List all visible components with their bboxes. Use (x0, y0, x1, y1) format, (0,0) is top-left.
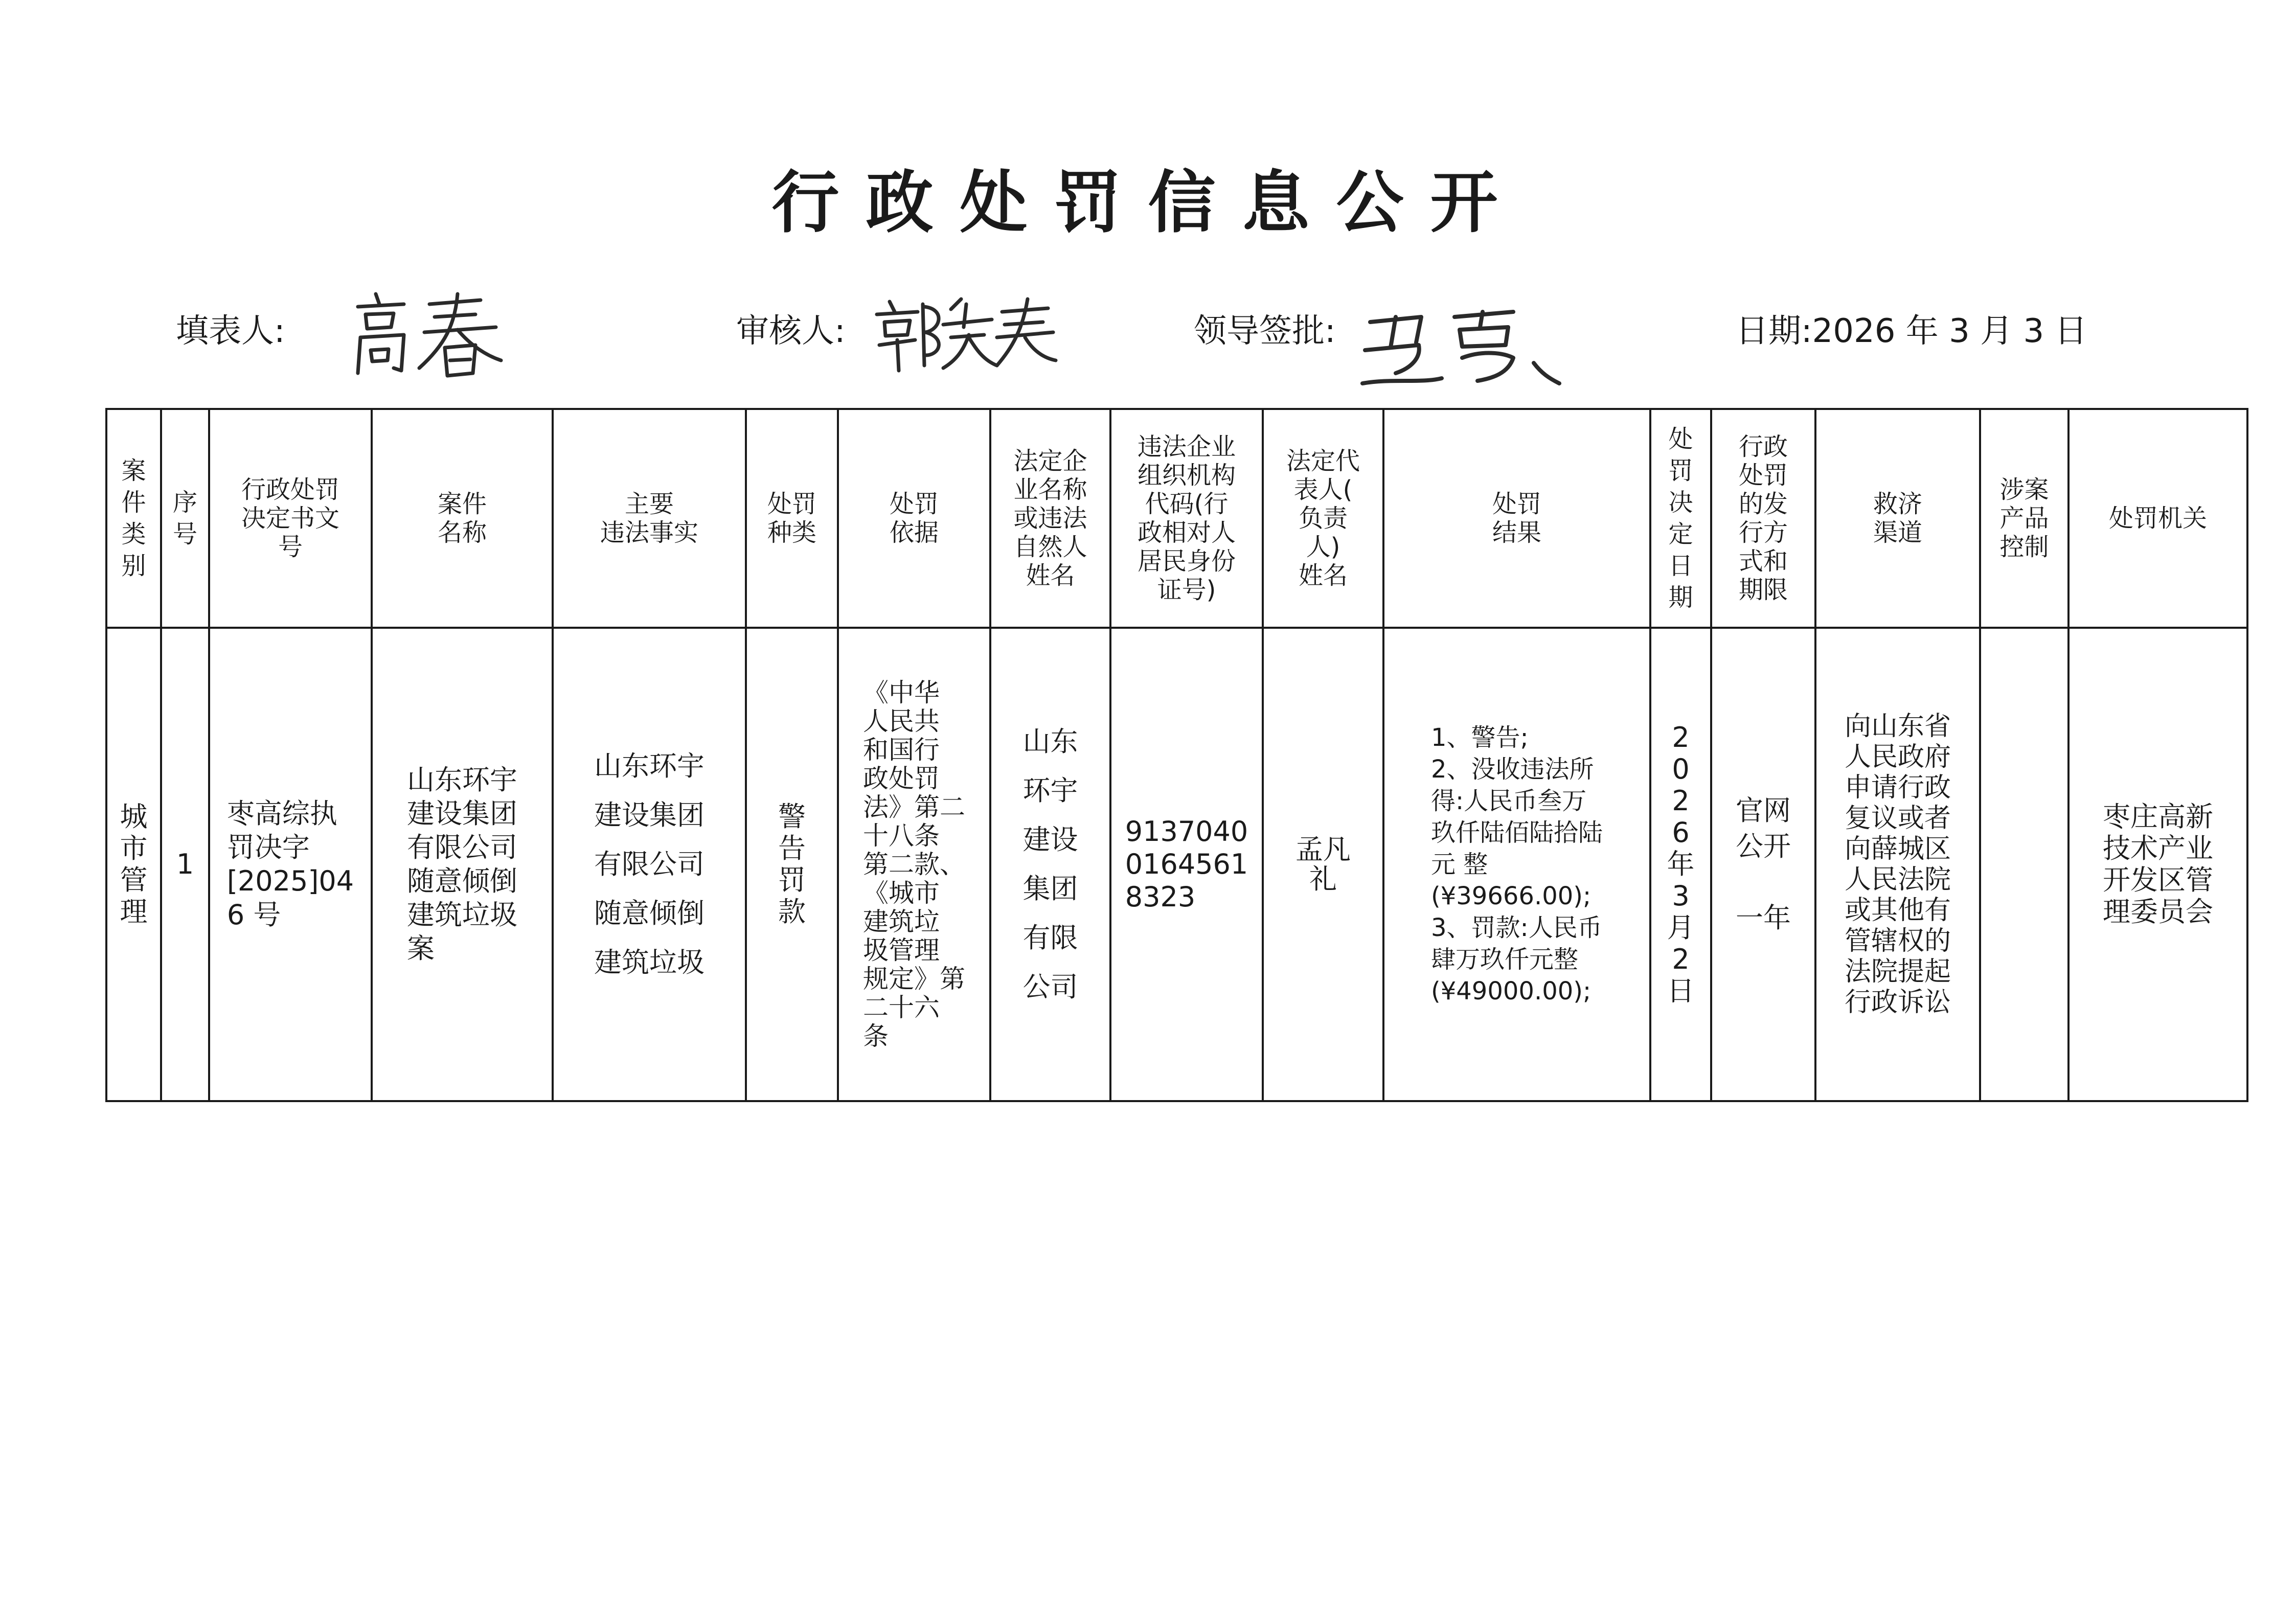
filler-label: 填表人: (176, 312, 285, 350)
cell-org-code: 9137040 0164561 8323 (1110, 628, 1263, 1101)
header-legal-rep: 法定代 表人( 负责 人) 姓名 (1263, 409, 1383, 628)
cell-legal-rep: 孟凡 礼 (1263, 628, 1383, 1101)
cell-result: 1、警告; 2、没收违法所 得:人民币叁万 玖仟陆佰陆拾陆 元 整 (¥39666.00); 3、罚款:人民币 肆万玖仟元整 (¥49000.00); (1383, 628, 1650, 1101)
table-row (106, 628, 2247, 1101)
header-case-name: 案件 名称 (372, 409, 553, 628)
cell-penalty-type: 警告罚款 (746, 628, 838, 1101)
document-title: 行政处罚信息公开 (771, 163, 1525, 242)
header-decision-date: 处罚决定日期 (1650, 409, 1711, 628)
header-authority: 处罚机关 (2068, 409, 2247, 628)
penalty-table (105, 408, 2248, 1102)
cell-remedy: 向山东省 人民政府 申请行政 复议或者 向薛城区 人民法院 或其他有 管辖权的 法院提起 行政诉讼 (1815, 628, 1980, 1101)
header-publish: 行政 处罚 的发 行方 式和 期限 (1711, 409, 1815, 628)
header-category: 案件类别 (106, 409, 161, 628)
cell-company: 山东 环宇 建设 集团 有限 公司 (990, 628, 1110, 1101)
header-basis: 处罚 依据 (838, 409, 990, 628)
cell-decision-date: 2026年3月2日 (1650, 628, 1711, 1101)
cell-facts: 山东环宇 建设集团 有限公司 随意倾倒 建筑垃圾 (553, 628, 746, 1101)
header-doc-no: 行政处罚决定书文号 (209, 409, 372, 628)
header-index: 序号 (161, 409, 209, 628)
leader-label: 领导签批: (1194, 312, 1336, 350)
reviewer-label: 审核人: (736, 312, 846, 350)
table-header-row (106, 409, 2247, 628)
cell-doc-no: 枣高综执 罚决字 [2025]04 6 号 (209, 628, 372, 1101)
cell-product-control (1980, 628, 2068, 1101)
header-penalty-type: 处罚 种类 (746, 409, 838, 628)
cell-index: 1 (161, 628, 209, 1101)
header-org-code: 违法企业 组织机构 代码(行 政相对人 居民身份 证号) (1110, 409, 1263, 628)
date-field: 日期:2026 年 3 月 3 日 (1736, 312, 2087, 350)
header-remedy: 救济 渠道 (1815, 409, 1980, 628)
reviewer-signature (874, 289, 1058, 376)
leader-signature (1360, 302, 1564, 394)
cell-authority: 枣庄高新 技术产业 开发区管 理委员会 (2068, 628, 2247, 1101)
filler-signature (348, 284, 511, 386)
header-facts: 主要 违法事实 (553, 409, 746, 628)
cell-case-name: 山东环宇 建设集团 有限公司 随意倾倒 建筑垃圾 案 (372, 628, 553, 1101)
cell-basis: 《中华 人民共 和国行 政处罚 法》第二 十八条 第二款、 《城市 建筑垃 圾管理 规定》第 二十六 条 (838, 628, 990, 1101)
header-product-control: 涉案 产品 控制 (1980, 409, 2068, 628)
cell-category: 城市管理 (106, 628, 161, 1101)
cell-publish: 官网 公开 一年 (1711, 628, 1815, 1101)
header-result: 处罚 结果 (1383, 409, 1650, 628)
header-company: 法定企 业名称 或违法 自然人 姓名 (990, 409, 1110, 628)
